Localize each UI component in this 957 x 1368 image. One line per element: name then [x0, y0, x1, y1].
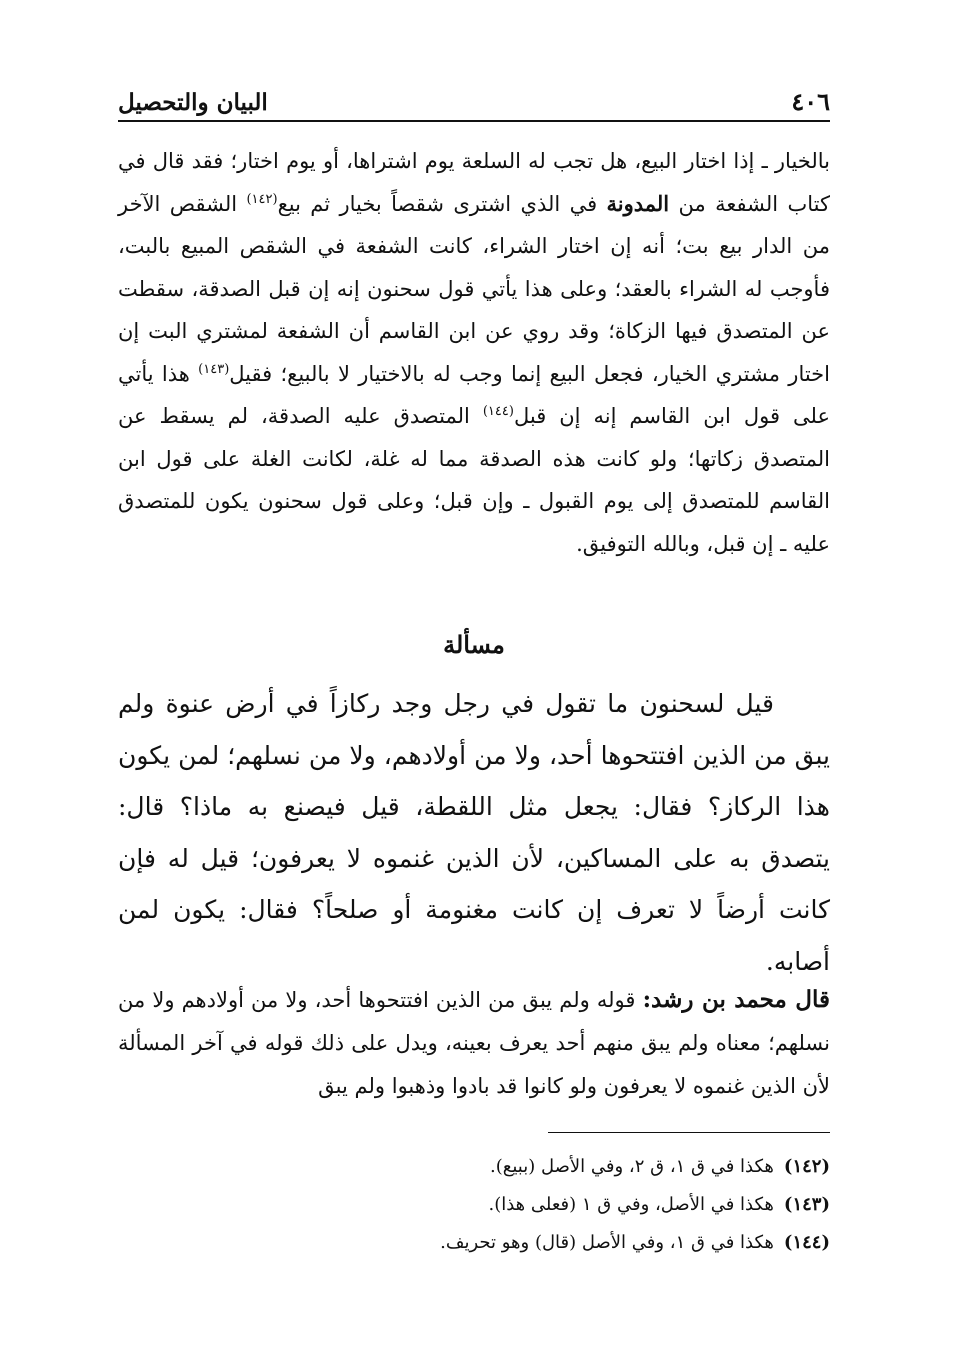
paragraph-1-text-b: في الذي اشترى شقصاً بخيار ثم بيع	[277, 191, 607, 216]
footnote-text: هكذا في الأصل، وفي ق ١ (فعلى هذا).	[488, 1194, 774, 1215]
paragraph-2	[118, 678, 830, 987]
paragraph-1-text-e: المتصدق عليه الصدقة، لم يسقط عن المتصدق زكاتها؛ ولو كانت هذه الصدقة مما له غلة، لكانت الغلة على قول ابن القاسم للمتصدق إلى يوم القبول ـ وإن قبل؛ وعلى قول سحنون يكون للمتصدق عليه ـ إن قبل، وبالله التوفيق.	[118, 404, 830, 556]
paragraph-1-bold-word: المدونة	[606, 190, 670, 216]
footnote-text: هكذا في ق ١، وفي الأصل (قال) وهو تحريف.	[440, 1232, 774, 1253]
paragraph-1-text-a: بالخيار ـ إذا اختار البيع، هل تجب له السلعة يوم اشتراها، أو يوم اختار؛ فقد قال في كتاب الشفعة من	[118, 149, 830, 216]
section-heading: مسألة	[443, 630, 505, 659]
header-divider	[118, 120, 830, 122]
paragraph-3-lead: قال محمد بن رشد:	[642, 986, 831, 1013]
footnote-number: (١٤٣)	[783, 1194, 830, 1215]
paragraph-1-text-c: الشقص الآخر من الدار بيع بت؛ أنه إن اختار الشراء، كانت الشفعة في الشقص المبيع بالبت، فأوجب له الشراء بالعقد؛ وعلى هذا يأتي قول سحنون إنه إن قبل الصدقة، سقطت عن المتصدق فيها الزكاة؛ وقد روي عن ابن القاسم أن الشفعة لمشتري البت إن اختار مشتري الخيار، فجعل البيع إنما وجب له بالاختيار لا بالبيع؛ فقيل	[118, 191, 830, 386]
footnote-number: (١٤٢)	[783, 1156, 830, 1177]
footnote-ref-144: (١٤٤)	[482, 404, 514, 419]
paragraph-3	[118, 978, 830, 1108]
page-number: ٤٠٦	[791, 87, 830, 116]
footnote-text: هكذا في ق ١، ق ٢، وفي الأصل (ببيع).	[490, 1156, 774, 1177]
footnote-item	[118, 1186, 830, 1224]
running-title: البيان والتحصيل	[118, 89, 268, 116]
paragraph-1	[118, 140, 830, 565]
footnotes-list	[118, 1148, 830, 1262]
paragraph-3-text: قوله ولم يبق من الذين افتتحوها أحد، ولا من أولادهم ولا من نسلهم؛ معناه ولم يبق منهم أحد يعرف بعينه، ويدل على ذلك قوله في آخر المسألة لأن الذين غنموه لا يعرفون ولو كانوا قد بادوا وذهبوا ولم يبق	[118, 988, 830, 1098]
paragraph-2-text: قيل لسحنون ما تقول في رجل وجد ركازاً في أرض عنوة ولم يبق من الذين افتتحوها أحد، ولا من أولادهم، ولا من نسلهم؛ لمن يكون هذا الركاز؟ فقال: يجعل مثل اللقطة، قيل فيصنع به ماذا؟ قال: يتصدق به على المساكين، لأن الذين غنموه لا يعرفون؛ قيل له فإن كانت أرضاً لا تعرف إن كانت مغنومة أو صلحاً؟ فقال: يكون لمن أصابه.	[118, 689, 830, 976]
footnote-ref-142: (١٤٢)	[246, 191, 278, 207]
footnote-ref-143: (١٤٣)	[198, 361, 230, 377]
footnote-divider	[548, 1132, 830, 1133]
page-header	[118, 82, 830, 116]
paragraph-1-text-d: هذا يأتي على قول ابن القاسم إنه إن قبل	[118, 361, 830, 428]
footnote-item	[118, 1148, 830, 1186]
footnote-number: (١٤٤)	[783, 1232, 830, 1253]
footnote-item	[118, 1224, 830, 1262]
